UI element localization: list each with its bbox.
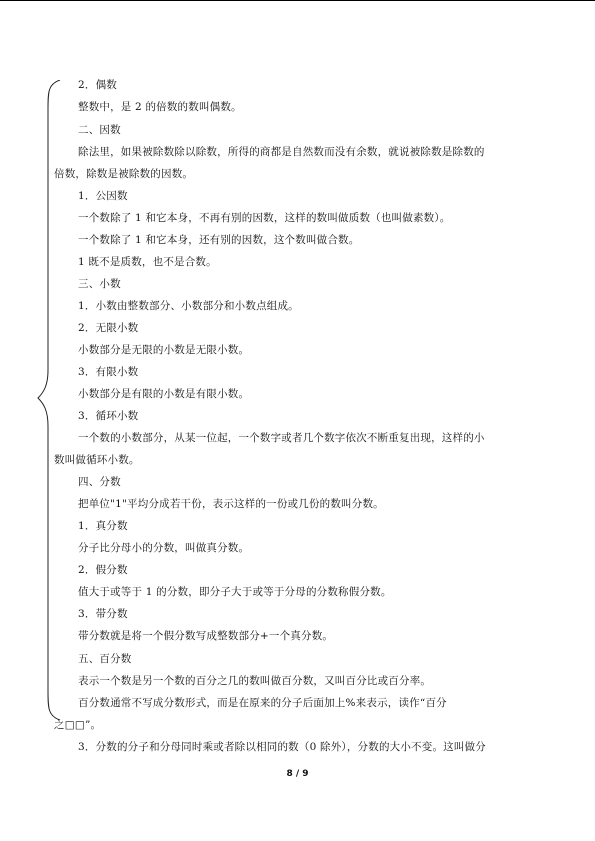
text-line-10: 三、小数 xyxy=(78,278,121,290)
text-line-29: 百分数通常不写成分数形式，而是在原来的分子后面加上%来表示，读作“百分 xyxy=(78,697,447,709)
text-line-2: 整数中，是 2 的倍数的数叫偶数。 xyxy=(78,101,242,113)
text-line-14: 3．有限小数 xyxy=(78,366,139,378)
text-line-22: 分子比分母小的分数，叫做真分数。 xyxy=(78,542,250,554)
text-line-5: 倍数，除数是被除数的因数。 xyxy=(54,168,194,180)
text-line-19: 四、分数 xyxy=(78,476,121,488)
text-line-30: 之□□”。 xyxy=(54,719,102,731)
text-line-8: 一个数除了 1 和它本身，还有别的因数，这个数叫做合数。 xyxy=(78,234,360,246)
text-line-3: 二、因数 xyxy=(78,124,121,136)
text-line-17: 一个数的小数部分，从某一位起，一个数字或者几个数字依次不断重复出现，这样的小 xyxy=(78,432,485,444)
text-line-1: 2．偶数 xyxy=(78,79,117,91)
text-line-11: 1．小数由整数部分、小数部分和小数点组成。 xyxy=(78,300,299,312)
text-line-27: 五、百分数 xyxy=(78,653,132,665)
text-line-25: 3．带分数 xyxy=(78,608,128,620)
text-line-26: 带分数就是将一个假分数写成整数部分+一个真分数。 xyxy=(78,630,334,642)
page-top-rule xyxy=(0,0,595,1)
text-line-21: 1．真分数 xyxy=(78,520,128,532)
text-line-9: 1 既不是质数，也不是合数。 xyxy=(78,256,217,268)
text-line-4: 除法里，如果被除数除以除数，所得的商都是自然数而没有余数，就说被除数是除数的 xyxy=(78,146,485,158)
text-line-24: 值大于或等于 1 的分数，即分子大于或等于分母的分数称假分数。 xyxy=(78,586,392,598)
text-line-6: 1．公因数 xyxy=(78,190,128,202)
text-line-31: 3．分数的分子和分母同时乘或者除以相同的数（0 除外），分数的大小不变。这叫做分 xyxy=(78,741,486,753)
text-line-20: 把单位"1"平均分成若干份，表示这样的一份或几份的数叫分数。 xyxy=(78,498,384,510)
page-number: 8 / 9 xyxy=(286,769,309,779)
text-line-18: 数叫做循环小数。 xyxy=(54,454,140,466)
text-line-12: 2．无限小数 xyxy=(78,322,139,334)
text-line-23: 2．假分数 xyxy=(78,564,128,576)
text-line-15: 小数部分是有限的小数是有限小数。 xyxy=(78,388,250,400)
text-line-28: 表示一个数是另一个数的百分之几的数叫做百分数，又叫百分比或百分率。 xyxy=(78,675,432,687)
text-line-13: 小数部分是无限的小数是无限小数。 xyxy=(78,344,250,356)
text-line-7: 一个数除了 1 和它本身，不再有别的因数，这样的数叫做质数（也叫做素数）。 xyxy=(78,212,451,224)
text-line-16: 3．循环小数 xyxy=(78,410,139,422)
